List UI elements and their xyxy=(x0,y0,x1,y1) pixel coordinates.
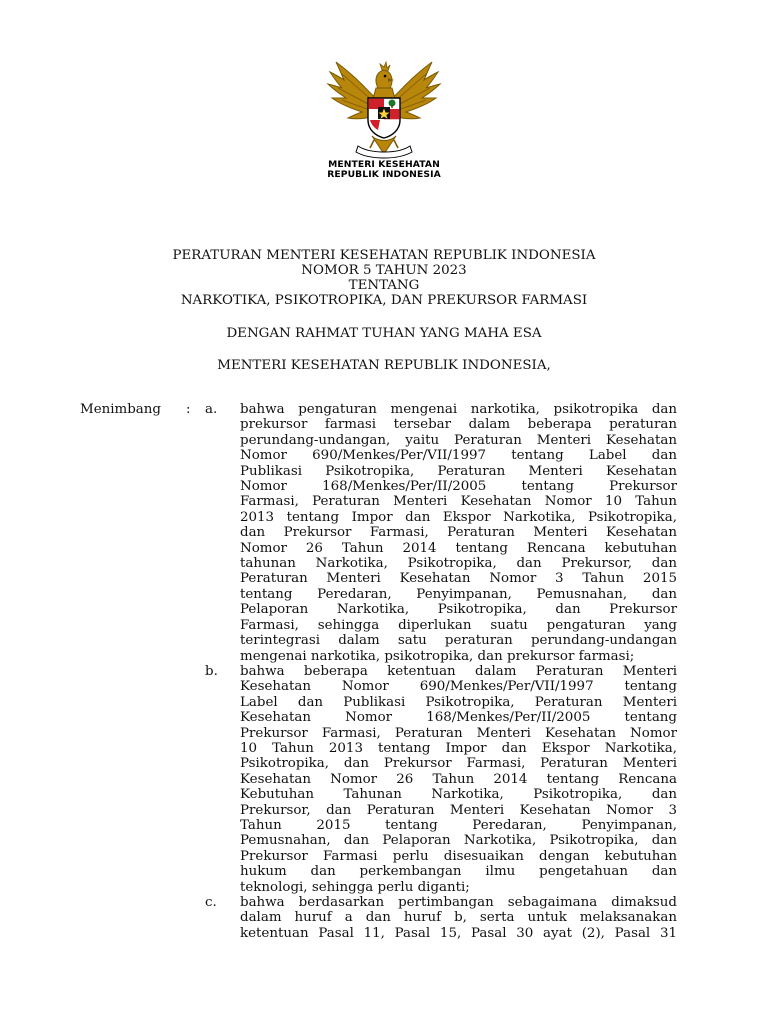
considering-item-b xyxy=(240,664,677,895)
text-line: tahunan Narkotika, Psikotropika, dan Prekursor, dan xyxy=(240,556,677,572)
text-line: terintegrasi dalam satu peraturan perundang-undangan xyxy=(240,633,677,649)
text-line: Publikasi Psikotropika, Peraturan Menteri Kesehatan xyxy=(240,463,677,479)
text-line: Psikotropika, dan Prekursor Farmasi, Peraturan Menteri xyxy=(240,756,677,772)
text-line: Tahun 2015 tentang Peredaran, Penyimpanan, xyxy=(240,818,677,834)
text-line: Kesehatan Nomor 168/Menkes/Per/II/2005 tentang xyxy=(240,710,677,726)
item-marker-c: c. xyxy=(205,895,217,910)
text-line: ketentuan Pasal 11, Pasal 15, Pasal 30 ayat (2), Pasal 31 xyxy=(240,925,677,941)
text-line: Pelaporan Narkotika, Psikotropika, dan Prekursor xyxy=(240,602,677,618)
text-line: Nomor 168/Menkes/Per/II/2005 tentang Prekursor xyxy=(240,479,677,495)
text-line: prekursor farmasi tersebar dalam beberapa peraturan xyxy=(240,417,677,433)
text-line: bahwa beberapa ketentuan dalam Peraturan Menteri xyxy=(240,664,677,679)
text-line: Farmasi, Peraturan Menteri Kesehatan Nomor 10 Tahun xyxy=(240,494,677,510)
text-line: bahwa pengaturan mengenai narkotika, psikotropika dan xyxy=(240,402,677,417)
text-line: 10 Tahun 2013 tentang Impor dan Ekspor Narkotika, xyxy=(240,741,677,757)
considering-label: Menimbang xyxy=(80,402,161,417)
org-line-2: REPUBLIK INDONESIA xyxy=(327,169,441,180)
text-line: 2013 tentang Impor dan Ekspor Narkotika, Psikotropika, xyxy=(240,509,677,525)
organization-name xyxy=(300,160,468,180)
text-line: Prekursor Farmasi perlu disesuaikan dengan kebutuhan xyxy=(240,848,677,864)
text-line: Farmasi, sehingga diperlukan suatu pengaturan yang xyxy=(240,617,677,633)
text-line: Nomor 690/Menkes/Per/VII/1997 tentang Label dan xyxy=(240,448,677,464)
garuda-pancasila-emblem-icon xyxy=(322,58,446,162)
text-line: dan Prekursor Farmasi, Peraturan Menteri Kesehatan xyxy=(240,525,677,541)
considering-colon: : xyxy=(186,402,191,417)
text-line: Label dan Publikasi Psikotropika, Peraturan Menteri xyxy=(240,694,677,710)
text-line: Peraturan Menteri Kesehatan Nomor 3 Tahun 2015 xyxy=(240,571,677,587)
item-marker-b: b. xyxy=(205,664,218,679)
regulation-about-label: TENTANG xyxy=(348,278,420,293)
regulation-subject: NARKOTIKA, PSIKOTROPIKA, DAN PREKURSOR FARMASI xyxy=(180,293,588,308)
text-line: Pemusnahan, dan Pelaporan Narkotika, Psikotropika, dan xyxy=(240,833,677,849)
text-line: dalam huruf a dan huruf b, serta untuk melaksanakan xyxy=(240,910,677,926)
item-marker-a: a. xyxy=(205,402,218,417)
text-line: Nomor 26 Tahun 2014 tentang Rencana kebutuhan xyxy=(240,540,677,556)
text-line: Kebutuhan Tahunan Narkotika, Psikotropika, dan xyxy=(240,787,677,803)
regulation-title: PERATURAN MENTERI KESEHATAN REPUBLIK INDONESIA xyxy=(172,248,596,263)
text-line: teknologi, sehingga perlu diganti; xyxy=(240,879,470,895)
regulation-number: NOMOR 5 TAHUN 2023 xyxy=(301,263,467,278)
text-line: mengenai narkotika, psikotropika, dan prekursor farmasi; xyxy=(240,648,635,664)
text-line: hukum dan perkembangan ilmu pengetahuan dan xyxy=(240,864,677,880)
invocation-line: DENGAN RAHMAT TUHAN YANG MAHA ESA xyxy=(226,326,542,341)
text-line: Prekursor Farmasi, Peraturan Menteri Kesehatan Nomor xyxy=(240,725,677,741)
org-line-1: MENTERI KESEHATAN xyxy=(328,159,440,170)
text-line: Prekursor, dan Peraturan Menteri Kesehatan Nomor 3 xyxy=(240,802,677,818)
text-line: Kesehatan Nomor 26 Tahun 2014 tentang Rencana xyxy=(240,771,677,787)
text-line: Kesehatan Nomor 690/Menkes/Per/VII/1997 tentang xyxy=(240,679,677,695)
considering-item-c xyxy=(240,895,677,941)
text-line: tentang Peredaran, Penyimpanan, Pemusnahan, dan xyxy=(240,586,677,602)
text-line: bahwa berdasarkan pertimbangan sebagaimana dimaksud xyxy=(240,895,677,910)
issuer-line: MENTERI KESEHATAN REPUBLIK INDONESIA, xyxy=(217,358,551,373)
text-line: perundang-undangan, yaitu Peraturan Menteri Kesehatan xyxy=(240,432,677,448)
considering-item-a xyxy=(240,402,677,664)
